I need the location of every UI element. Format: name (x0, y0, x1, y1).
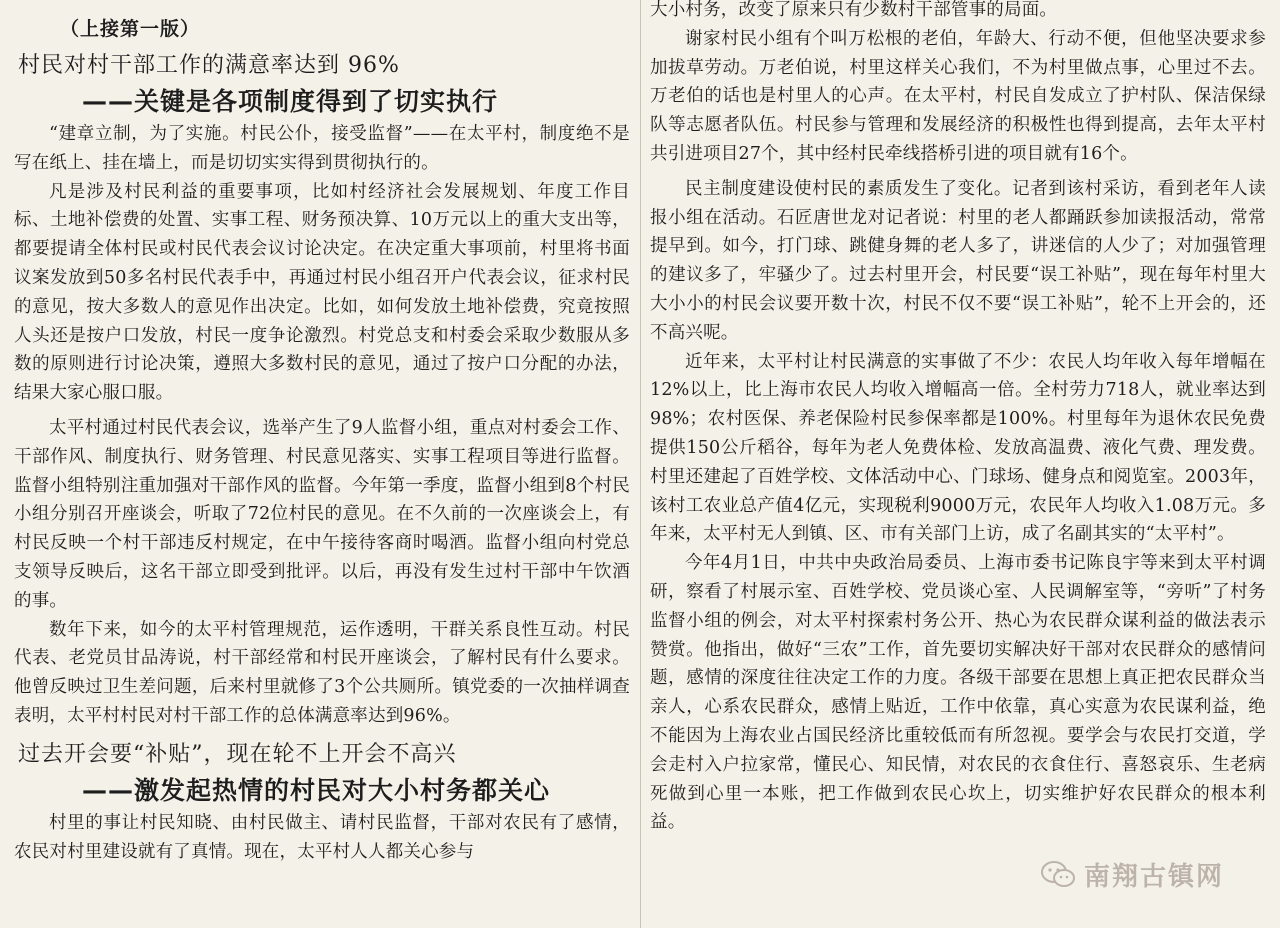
left-column (14, 0, 630, 866)
paragraph: 数年下来，如今的太平村管理规范，运作透明，干群关系良性互动。村民代表、老党员甘品涛说，村干部经常和村民开座谈会，了解村民有什么要求。他曾反映过卫生差问题，后来村里就修了3个公共厕所。镇党委的一次抽样调查表明，太平村村民对村干部工作的总体满意率达到96%。 (14, 619, 630, 726)
paragraph: 太平村通过村民代表会议，选举产生了9人监督小组，重点对村委会工作、干部作风、制度执行、财务管理、村民意见落实、实事工程项目等进行监督。监督小组特别注重加强对干部作风的监督。今年第一季度，监督小组到8个村民小组分别召开座谈会，听取了72位村民的意见。在不久前的一次座谈会上，有村民反映一个村干部违反村规定，在中午接待客商时喝酒。监督小组向村党总支领导反映后，这名干部立即受到批评。以后，再没有发生过村干部中午饮酒的事。 (14, 417, 630, 611)
paragraph: “建章立制，为了实施。村民公仆，接受监督”——在太平村，制度绝不是写在纸上、挂在墙上，而是切切实实得到贯彻执行的。 (14, 124, 630, 173)
section1-subheadline: ——关键是各项制度得到了切实执行 (82, 87, 499, 116)
paragraph: 今年4月1日，中共中央政治局委员、上海市委书记陈良宇等来到太平村调研，察看了村展示室、百姓学校、党员谈心室、人民调解室等，“旁听”了村务监督小组的例会，对太平村探索村务公开、热心为农民群众谋利益的做法表示赞赏。他指出，做好“三农”工作，首先要切实解决好干部对农民群众的感情问题，感情的深度往往决定工作的力度。各级干部要在思想上真正把农民群众当亲人，心系农民群众，感情上贴近，工作中依靠，真心实意为农民谋利益，绝不能因为上海农业占国民经济比重较低而有所忽视。要学会与农民打交道，学会走村入户拉家常，懂民心、知民情，对农民的衣食住行、喜怒哀乐、生老病死做到心里一本账，把工作做到农民心坎上，切实维护好农民群众的根本利益。 (650, 553, 1266, 833)
continuation-note: （上接第一版） (60, 18, 201, 40)
column-divider (640, 0, 641, 928)
paragraph: 凡是涉及村民利益的重要事项，比如村经济社会发展规划、年度工作目标、土地补偿费的处置、实事工程、财务预决算、10万元以上的重大支出等，都要提请全体村民或村民代表会议讨论决定。在决定重大事项前，村里将书面议案发放到50多名村民代表手中，再通过村民小组召开户代表会议，征求村民的意见，按大多数人的意见作出决定。比如，如何发放土地补偿费，究竟按照人头还是按户口发放，村民一度争论激烈。村党总支和村委会采取少数服从多数的原则进行讨论决策，遵照大多数村民的意见，通过了按户口分配的办法，结果大家心服口服。 (14, 181, 630, 404)
watermark (1040, 856, 1224, 893)
watermark-text: 南翔古镇网 (1084, 862, 1225, 892)
paragraph: 大小村务，改变了原来只有少数村干部管事的局面。 (650, 0, 1058, 20)
section1-headline: 村民对村干部工作的满意率达到 96% (18, 53, 400, 78)
section2-subheadline: ——激发起热情的村民对大小村务都关心 (82, 775, 551, 805)
paragraph: 近年来，太平村让村民满意的实事做了不少：农民人均年收入每年增幅在12%以上，比上海市农民人均收入增幅高一倍。全村劳力718人，就业率达到98%；农村医保、养老保险村民参保率都是100%。村里每年为退休农民免费提供150公斤稻谷，每年为老人免费体检、发放高温费、液化气费、理发费。村里还建起了百姓学校、文体活动中心、门球场、健身点和阅览室。2003年，该村工农业总产值4亿元，实现税利9000万元，农民年人均收入1.08万元。多年来，太平村无人到镇、区、市有关部门上访，成了名副其实的“太平村”。 (650, 351, 1266, 545)
right-column (650, 0, 1266, 837)
paragraph: 民主制度建设使村民的素质发生了变化。记者到该村采访，看到老年人读报小组在活动。石匠唐世龙对记者说：村里的老人都踊跃参加读报活动，常常提早到。如今，打门球、跳健身舞的老人多了，讲迷信的人少了；对加强管理的建议多了，牢骚少了。过去村里开会，村民要“误工补贴”，现在每年村里大大小小的村民会议要开数十次，村民不仅不要“误工补贴”，轮不上开会的，还不高兴呢。 (650, 178, 1266, 343)
paragraph: 谢家村民小组有个叫万松根的老伯，年龄大、行动不便，但他坚决要求参加拔草劳动。万老伯说，村里这样关心我们，不为村里做点事，心里过不去。万老伯的话也是村里人的心声。在太平村，村民自发成立了护村队、保洁保绿队等志愿者队伍。村民参与管理和发展经济的积极性也得到提高，去年太平村共引进项目27个，其中经村民牵线搭桥引进的项目就有16个。 (650, 28, 1266, 164)
section2-headline: 过去开会要“补贴”，现在轮不上开会不高兴 (18, 741, 457, 767)
paragraph: 村里的事让村民知晓、由村民做主、请村民监督，干部对农民有了感情，农民对村里建设就有了真情。现在，太平村人人都关心参与 (14, 812, 630, 862)
wechat-icon (1040, 860, 1076, 890)
